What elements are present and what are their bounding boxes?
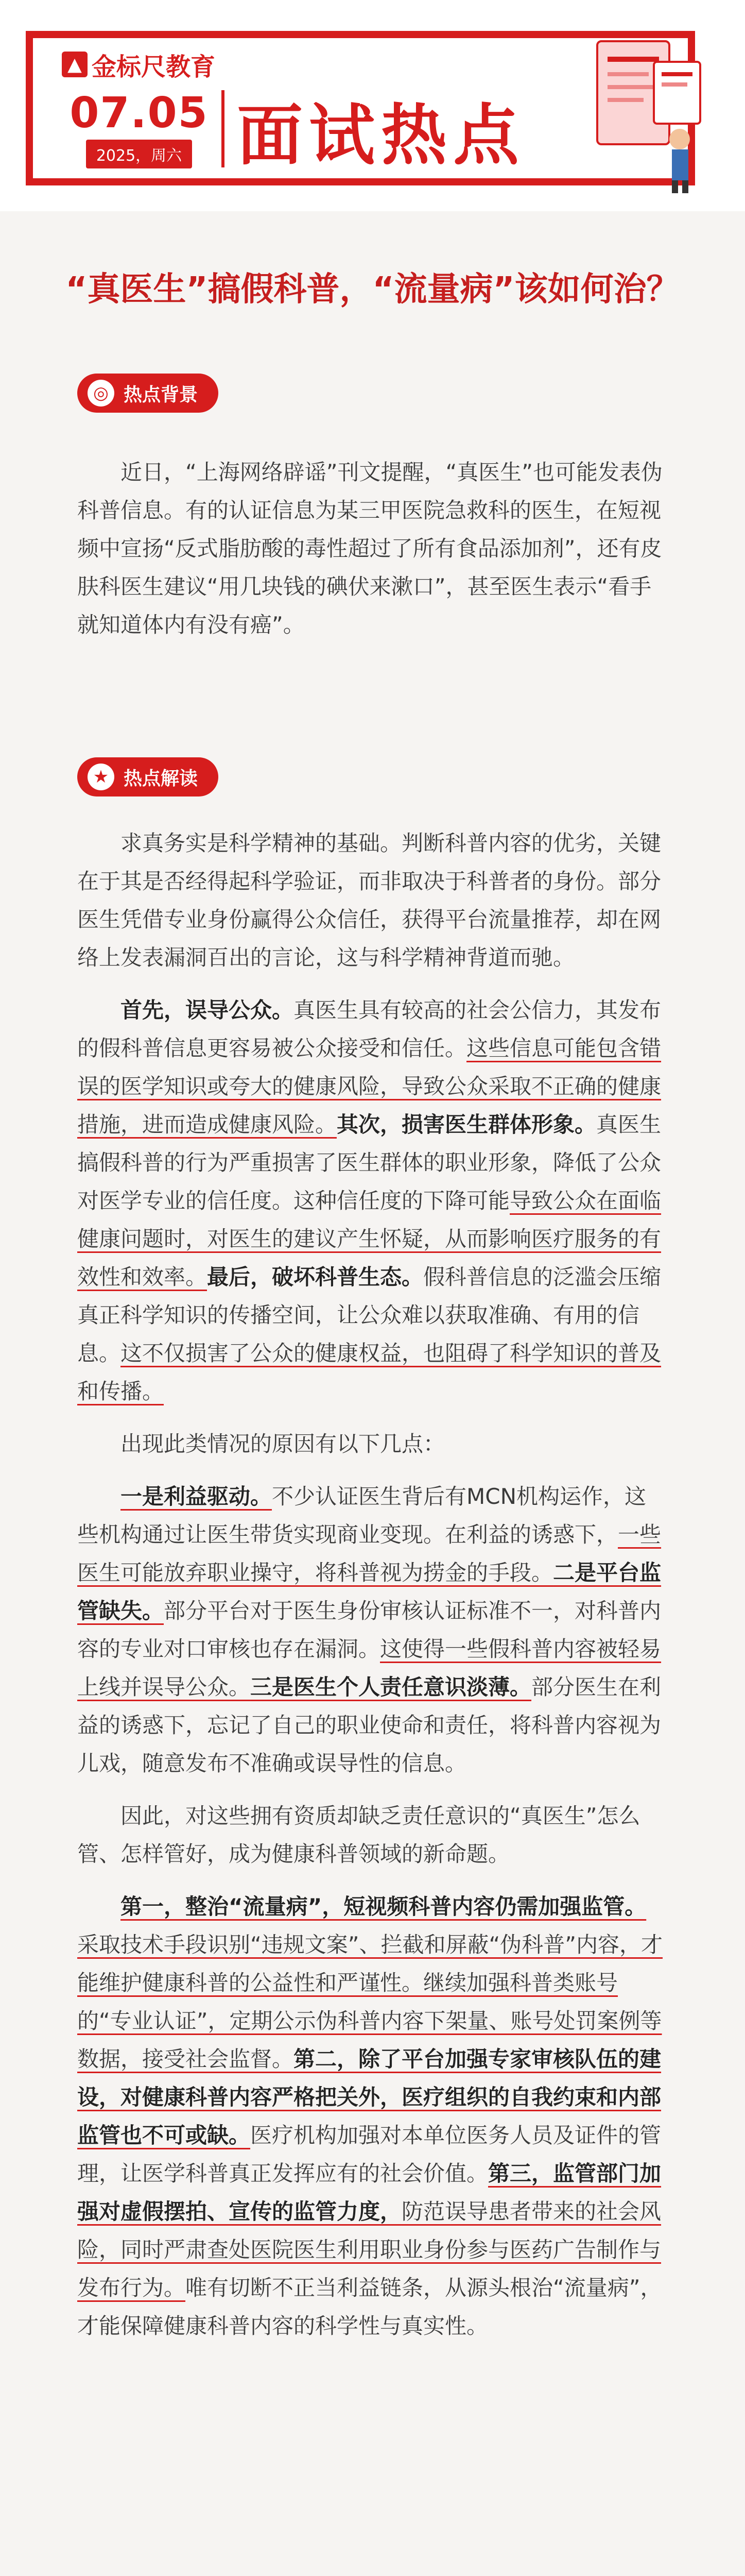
target-icon: ◎ [88,380,114,406]
bold-point: 第三，监管部门加强对虚假摆拍、宣传的监管力度， [77,2161,662,2224]
underlined-span: 这不仅损害了公众的健康权益，也阻碍了科学知识的普及和传播。 [77,1341,662,1404]
logo-icon: ▲ [62,52,88,77]
logo-text: 金标尺教育 [92,52,216,81]
bold-point: 第一，整治“流量病”，短视频科普内容仍需加强监管。 [120,1894,647,1919]
paragraph-impacts [77,991,664,1411]
section-badge-background [77,374,218,413]
header-title: 面试热点 [237,97,526,174]
text-span: 真医生搞假科普的行为严重损害了医生群体的职业形象，降低了公众对医学专业的信任度。这种信任度的下降可能 [77,1112,662,1213]
paragraph-measures [77,1888,664,2345]
text-span: 假科普信息的泛滥会压缩真正科学知识的传播空间，让公众难以获取准确、有用的信息。 [77,1264,662,1366]
bold-point: 第二，除了平台加强专家审核队伍的建设，对健康科普内容严格把关外，医疗组织的自我约束和内部监管也不可或缺。 [77,2046,662,2148]
bold-point: 三是医生个人责任意识淡薄。 [250,1674,532,1700]
bold-point: 二是平台监管缺失。 [77,1560,662,1623]
analysis-text [77,824,664,2360]
date-box [62,90,216,167]
bold-point: 一是利益驱动。 [120,1484,272,1509]
underlined-span: 采取技术手段识别“违规文案”、拦截和屏蔽“伪科普”内容，才能维护健康科普的公益性和严谨性。继续加强科普类账号的“专业认证”，定期公示伪科普内容下架量、账号处罚案例等数据，接受社会监督。 [77,1932,663,2072]
document-illustration-icon [577,31,711,196]
text-span: 唯有切断不正当利益链条，从源头根治“流量病”，才能保障健康科普内容的科学性与真实性。 [77,2275,662,2338]
date-weekday: 2025，周六 [86,140,192,168]
section-label: 热点背景 [124,384,198,405]
text-span: 部分医生在利益的诱惑下，忘记了自己的职业使命和责任，将科普内容视为儿戏，随意发布不准确或误导性的信息。 [77,1674,662,1776]
article-title: “真医生”搞假科普，“流量病”该如何治？ [65,270,680,309]
text-span: 真医生具有较高的社会公信力，其发布的假科普信息更容易被公众接受和信任。 [77,997,662,1061]
bold-point: 首先，误导公众。 [120,997,294,1023]
section-label: 热点解读 [124,768,198,789]
date: 07.05 [70,89,209,138]
underlined-span: 这些信息可能包含错误的医学知识或夸大的健康风险，导致公众采取不正确的健康措施，进而造成健康风险。 [77,1036,662,1137]
text-span: 部分平台对于医生身份审核认证标准不一，对科普内容的专业对口审核也存在漏洞。 [77,1598,662,1662]
paragraph-causes [77,1478,664,1783]
paragraph: 求真务实是科学精神的基础。判断科普内容的优劣，关键在于其是否经得起科学验证，而非取决于科普者的身份。部分医生凭借专业身份赢得公众信任，获得平台流量推荐，却在网络上发表漏洞百出的言论，这与科学精神背道而驰。 [77,831,662,970]
underlined-span: 导致公众在面临健康问题时，对医生的建议产生怀疑，从而影响医疗服务的有效性和效率。 [77,1188,662,1290]
section-badge-analysis [77,757,218,796]
star-icon: ★ [88,764,114,790]
header-divider [221,90,224,167]
paragraph: 因此，对这些拥有资质却缺乏责任意识的“真医生”怎么管、怎样管好，成为健康科普领域的新命题。 [77,1803,640,1867]
bold-point: 最后，破坏科普生态。 [207,1264,424,1290]
underlined-span: 这使得一些假科普内容被轻易上线并误导公众。 [77,1636,662,1700]
underlined-span: 防范误导患者带来的社会风险，同时严肃查处医院医生利用职业身份参与医药广告制作与发布行为。 [77,2199,662,2300]
paragraph: 出现此类情况的原因有以下几点： [120,1431,445,1456]
background-text [77,453,664,658]
logo [62,49,215,80]
bold-point: 其次，损害医生群体形象。 [337,1112,597,1137]
header [0,0,745,211]
text-span: 医疗机构加强对本单位医务人员及证件的管理，让医学科普真正发挥应有的社会价值。 [77,2123,662,2186]
text-span: 不少认证医生背后有MCN机构运作，这些机构通过让医生带货实现商业变现。在利益的诱惑下， [77,1484,646,1547]
underlined-span: 一些医生可能放弃职业操守，将科普视为捞金的手段。 [77,1522,662,1585]
background-paragraph: 近日，“上海网络辟谣”刊文提醒，“真医生”也可能发表伪科普信息。有的认证信息为某三甲医院急救科的医生，在短视频中宣扬“反式脂肪酸的毒性超过了所有食品添加剂”，还有皮肤科医生建议“用几块钱的碘伏来漱口”，甚至医生表示“看手就知道体内有没有癌”。 [77,460,663,637]
